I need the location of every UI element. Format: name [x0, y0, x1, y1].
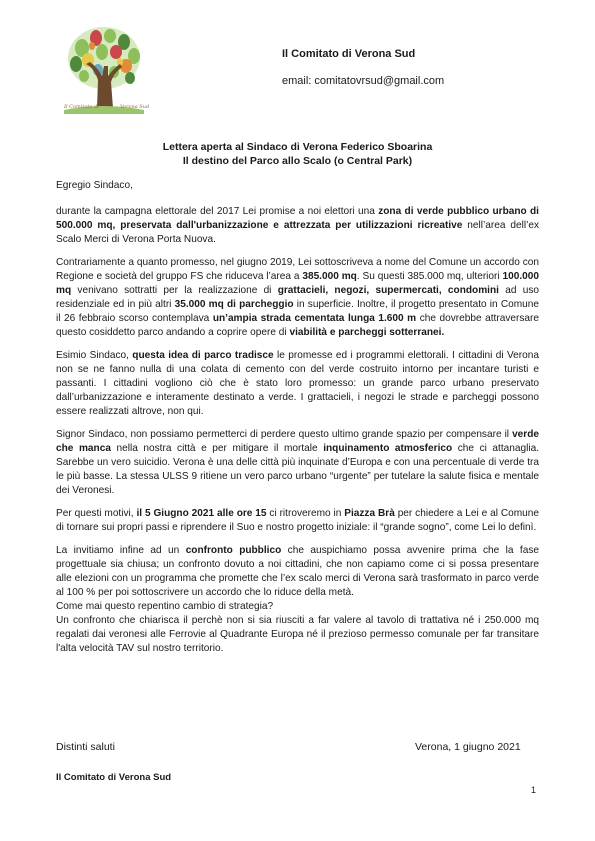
text-run: Esimio Sindaco, [56, 350, 133, 361]
letter-body [56, 179, 539, 665]
paragraph-2 [56, 256, 539, 340]
text-run: che dovrebbe attraversare questo cosiddetto parco andando a coprire opere di [56, 313, 539, 338]
text-run: nell’area dell’ex Scalo Merci di Verona Porta Nuova. [56, 220, 539, 245]
bold-text: zona di verde pubblico urbano di 500.000 mq, preservata dall'urbanizzazione e attrezzata per utilizzazioni ricreative [56, 206, 539, 231]
text-run: ad uso residenziale ed in più altri [56, 285, 539, 310]
title-line-1: Lettera aperta al Sindaco di Verona Federico Sboarina [162, 141, 433, 153]
bold-text: 100.000 mq [56, 271, 540, 296]
paragraph-4 [56, 428, 539, 498]
paragraph-8 [56, 614, 539, 656]
paragraphs [56, 205, 539, 656]
title-line-2: Il destino del Parco allo Scalo (o Central Park) [182, 155, 413, 167]
bold-text: 35.000 mq di parcheggio [174, 299, 294, 310]
text-run: . Su questi 385.000 mq, ulteriori [356, 271, 503, 282]
text-run: ci ritroveremo in [266, 508, 345, 519]
paragraph-1 [56, 205, 539, 247]
bold-text: inquinamento atmosferico [323, 443, 453, 454]
text-run: venivano sottratti per la realizzazione di [71, 285, 278, 296]
bold-text: Piazza Brà [344, 508, 395, 519]
paragraph-6 [56, 544, 539, 600]
page-number: 1 [531, 785, 537, 795]
bold-text: un’ampia strada cementata lunga 1.600 m [212, 313, 417, 324]
salutation: Egregio Sindaco, [56, 180, 133, 191]
header-organization: Il Comitato di Verona Sud [282, 48, 416, 60]
bold-text: questa idea di parco tradisce [132, 350, 274, 361]
logo-text-left: Il Comitato di [64, 104, 99, 110]
text-run: durante la campagna elettorale del 2017 Lei promise a noi elettori una [56, 206, 379, 217]
text-run: per chiedere a Lei e al Comune di tornare sui propri passi e riprendere il Suo e nostro progetto iniziale: il “grande sogno”, come Lei lo definì. [56, 508, 539, 533]
bold-text: grattacieli, negozi, supermercati, condomini [277, 285, 499, 296]
text-run: La invitiamo infine ad un [56, 545, 186, 556]
logo-text-right: Verona Sud [120, 104, 150, 110]
text-run: Per questi motivi, [56, 508, 137, 519]
place-date: Verona, 1 giugno 2021 [415, 741, 521, 753]
text-run: le promesse ed i programmi elettorali. I cittadini di Verona non se ne fanno nulla di una colata di cemento con del verde costruito intorno per incantare turisti e passanti. I cittadini vogliono ciò che è stato loro promesso: un grande parco urbano preservato dall’urbanizzazione e interamente destinato a verde. I grattacieli, i negozi le strade e parcheggi possono essere realizzati altrove, non qui. [56, 350, 539, 417]
text-run: in superficie. Inoltre, il progetto presentato in Comune il 26 febbraio scorso contemplava [56, 299, 539, 324]
signature: Il Comitato di Verona Sud [56, 772, 172, 783]
bold-text: il 5 Giugno 2021 alle ore 15 [136, 508, 267, 519]
text-run: nella nostra città e per mitigare il mortale [110, 443, 324, 454]
letter-title [56, 140, 539, 168]
bold-text: verde che manca [56, 429, 539, 454]
text-run: che auspichiamo possa avvenire prima che la fase progettuale sia chiusa; un confronto dovuto a noi cittadini, che non capiamo come ci si possa presentare alle elezioni con un programma che promette che l’ex scalo merci di Verona sarà trasformato in parco verde al 100 % per poi sottoscrivere un accordo che lo riduce della metà. [56, 545, 539, 598]
bold-text: 385.000 mq [302, 271, 357, 282]
paragraph-3 [56, 349, 539, 419]
text-run: Come mai questo repentino cambio di strategia? [56, 601, 274, 612]
text-run: Signor Sindaco, non possiamo permetterci di perdere questo ultimo grande spazio per compensare il [56, 429, 513, 440]
text-run: Contrariamente a quanto promesso, nel giugno 2019, Lei sottoscriveva a nome del Comune un accordo con Regione e società del gruppo FS che riduceva l’area a [56, 257, 539, 282]
committee-logo [58, 22, 150, 126]
bold-text: confronto pubblico [185, 545, 282, 556]
text-run: che ci attanaglia. Sarebbe un vero suicidio. Verona è una delle città più inquinate d’Europa e con una percentuale di verde tra le più basse. La stessa ULSS 9 ritiene un vero parco urbano “urgente” per tutelare la salute fisica e mentale dei Veronesi. [56, 443, 539, 496]
text-run: Un confronto che chiarisca il perchè non si sia riusciti a far valere al tavolo di trattativa né i 250.000 mq regalati dai veronesi alle Ferrovie al Quadrante Europa né il prezioso permesso comunale per far transitare l'alta velocità TAV sul nostro territorio. [56, 615, 539, 654]
paragraph-7 [56, 600, 539, 614]
paragraph-5 [56, 507, 539, 535]
bold-text: viabilità e parcheggi sotterranei. [289, 327, 445, 338]
header-email: email: comitatovrsud@gmail.com [282, 75, 445, 87]
closing: Distinti saluti [56, 741, 115, 753]
